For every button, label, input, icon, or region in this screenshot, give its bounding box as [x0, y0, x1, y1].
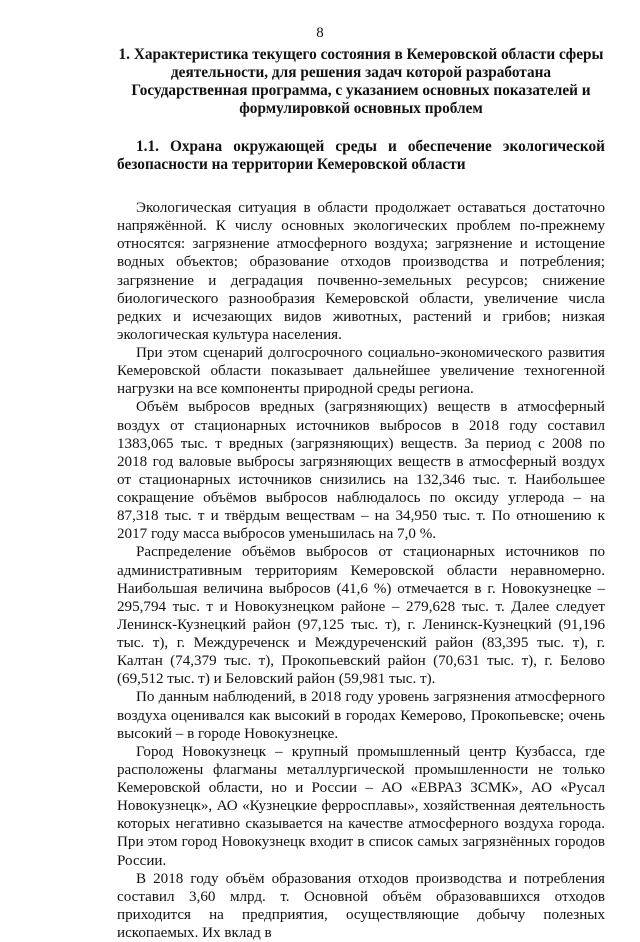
paragraph-development-scenario: При этом сценарий долгосрочного социально-экономического развития Кемеровской области показывает дальнейшее увеличение техногенной нагрузки на все компоненты природной среды региона. [117, 345, 605, 398]
paragraph-emissions-volume: Объём выбросов вредных (загрязняющих) веществ в атмосферный воздух от стационарных источников выбросов в 2018 году составил 1383,065 тыс. т вредных (загрязняющих) веществ. За период с 2008 по 2018 год валовые выбросы загрязняющих веществ в атмосферный воздух от стационарных источников снизились на 132,346 тыс. т. Наибольшее сокращение объёмов выбросов наблюдалось по оксиду углерода – на 87,318 тыс. т и твёрдым веществам – на 34,950 тыс. т. По отношению к 2017 году масса выбросов уменьшилась на 7,0 %. [117, 399, 605, 543]
paragraph-novokuznetsk: Город Новокузнецк – крупный промышленный центр Кузбасса, где расположены флагманы металлургической промышленности не только Кемеровской области, но и России – АО «ЕВРАЗ ЗСМК», АО «Русал Новокузнецк», АО «Кузнецкие ферросплавы», хозяйственная деятельность которых негативно сказывается на качестве атмосферного воздуха города. При этом город Новокузнецк входит в список самых загрязнённых городов России. [117, 743, 605, 869]
section-title: 1. Характеристика текущего состояния в Кемеровской области сферы деятельности, для решения задач которой разработана Государственная программа, с указанием основных показателей и формулировкой основных проблем [118, 46, 604, 117]
paragraph-ecological-situation: Экологическая ситуация в области продолжает оставаться достаточно напряжённой. К числу основных экологических проблем по-прежнему относятся: загрязнение атмосферного воздуха; загрязнение и истощение водных объектов; образование отходов производства и потребления; загрязнение и деградация почвенно-земельных ресурсов; снижение биологического разнообразия Кемеровской области, увеличение числа редких и исчезающих видов животных, растений и грибов; низкая экологическая культура населения. [117, 200, 605, 343]
subsection-title: 1.1. Охрана окружающей среды и обеспечение экологической безопасности на территории Кемеровской области [117, 138, 605, 173]
paragraph-waste-generation: В 2018 году объём образования отходов производства и потребления составил 3,60 млрд. т. Основной объём образовавшихся отходов приходится на предприятия, осуществляющие добычу полезных ископаемых. Их вклад в [117, 870, 605, 941]
page-number: 8 [316, 25, 324, 41]
paragraph-emissions-distribution: Распределение объёмов выбросов от стационарных источников по административным территориям Кемеровской области неравномерно. Наибольшая величина выбросов (41,6 %) отмечается в г. Новокузнецке – 295,794 тыс. т и Новокузнецком районе – 279,628 тыс. т. Далее следует Ленинск-Кузнецкий район (97,125 тыс. т), г. Ленинск-Кузнецкий (91,196 тыс. т), г. Междуреченск и Междуреченский район (83,395 тыс. т), г. Калтан (74,379 тыс. т), Прокопьевский район (70,631 тыс. т), г. Белово (69,512 тыс. т) и Беловский район (59,981 тыс. т). [117, 544, 605, 688]
paragraph-pollution-level: По данным наблюдений, в 2018 году уровень загрязнения атмосферного воздуха оценивался как высокий в городах Кемерово, Прокопьевске; очень высокий – в городе Новокузнецке. [117, 689, 605, 742]
page-content [117, 46, 605, 942]
